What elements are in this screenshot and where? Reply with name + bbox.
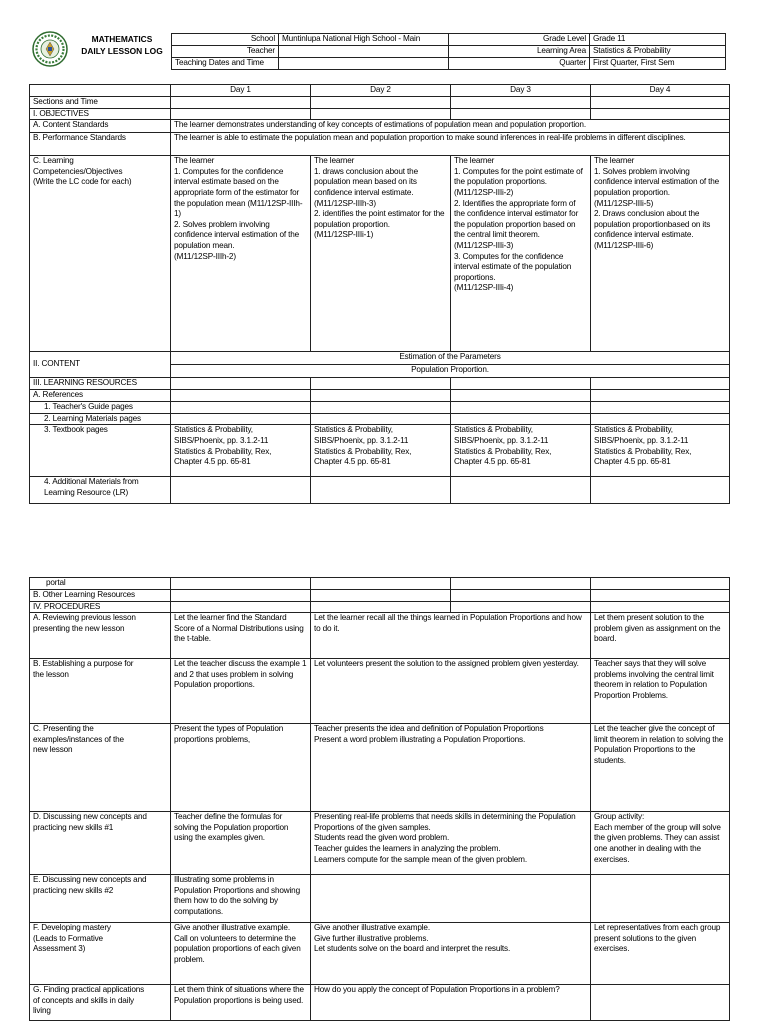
blank-cell <box>451 578 591 590</box>
competencies-day-3: The learner 1. Computes for the point estimate of the population proportions. (M11/12SP-IIIi-2) 2. Identifies the appropriate form of the confidence interval estimator for the population proportion based on the central limit theorem. (M11/12SP-IIIi-3) 3. Computes for the confidence interval estimate of the population proportions. (M11/12SP-IIIi-4) <box>451 156 591 352</box>
blank-cell <box>171 590 311 602</box>
blank-cell <box>311 378 451 390</box>
blank-cell <box>171 413 311 425</box>
blank-cell <box>311 601 451 613</box>
procedure-e-day-4 <box>591 875 730 923</box>
blank-cell <box>171 108 311 120</box>
lesson-plan-table-1 <box>29 84 730 504</box>
title-line-1: MATHEMATICS <box>91 34 153 44</box>
school-label: School <box>172 34 279 46</box>
procedure-d-day-1: Teacher define the formulas for solving the Population proportion using the examples given. <box>171 812 311 875</box>
procedure-b-label: B. Establishing a purpose for the lesson <box>30 659 171 724</box>
teaching-dates-value <box>279 58 449 70</box>
teacher-value <box>279 46 449 58</box>
lesson-plan-table-2 <box>29 577 730 1021</box>
procedure-c-day-4: Let the teacher give the concept of limit theorem in relation to solving the Population Proportions to the students. <box>591 724 730 812</box>
procedure-f-day-1: Give another illustrative example. Call on volunteers to determine the population proportions of each given problem. <box>171 923 311 985</box>
textbook-day-1: Statistics & Probability, SIBS/Phoenix, pp. 3.1.2-11 Statistics & Probability, Rex, Chapter 4.5 pp. 65-81 <box>171 425 311 477</box>
other-resources-label: B. Other Learning Resources <box>30 590 171 602</box>
blank-cell <box>311 389 451 401</box>
document-title <box>74 33 170 57</box>
blank-cell <box>591 590 730 602</box>
procedure-a-day-2-3: Let the learner recall all the things learned in Population Proportions and how to do it. <box>311 613 591 659</box>
teachers-guide-label: 1. Teacher's Guide pages <box>30 401 171 413</box>
blank-cell <box>451 477 591 504</box>
portal-label: portal <box>30 578 171 590</box>
procedure-g-day-4 <box>591 985 730 1021</box>
procedure-c-day-1: Present the types of Population proportions problems, <box>171 724 311 812</box>
blank-cell <box>451 413 591 425</box>
content-line-2: Population Proportion. <box>171 365 730 378</box>
blank-cell <box>591 601 730 613</box>
procedure-f-day-2-3: Give another illustrative example. Give further illustrative problems. Let students solve on the board and interpret the results. <box>311 923 591 985</box>
blank-cell <box>171 378 311 390</box>
teaching-dates-label: Teaching Dates and Time <box>172 58 279 70</box>
content-standards-text: The learner demonstrates understanding of key concepts of estimations of population mean and population proportion. <box>171 120 730 133</box>
school-seal-logo <box>32 31 68 67</box>
procedures-label: IV. PROCEDURES <box>30 601 171 613</box>
procedure-f-label: F. Developing mastery (Leads to Formative Assessment 3) <box>30 923 171 985</box>
objectives-label: I. OBJECTIVES <box>30 108 171 120</box>
learning-resources-label: III. LEARNING RESOURCES <box>30 378 171 390</box>
day-2-header: Day 2 <box>311 85 451 97</box>
grade-level-value: Grade 11 <box>590 34 726 46</box>
procedure-f-day-4: Let representatives from each group present solutions to the given exercises. <box>591 923 730 985</box>
school-value: Muntinlupa National High School - Main <box>279 34 449 46</box>
procedure-a-day-1: Let the learner find the Standard Score of a Normal Distributions using the t-table. <box>171 613 311 659</box>
blank-cell <box>171 97 311 109</box>
blank-cell <box>591 413 730 425</box>
procedure-e-label: E. Discussing new concepts and practicing new skills #2 <box>30 875 171 923</box>
teacher-label: Teacher <box>172 46 279 58</box>
blank-cell <box>311 477 451 504</box>
blank-cell <box>591 378 730 390</box>
blank-cell <box>171 578 311 590</box>
textbook-pages-label: 3. Textbook pages <box>30 425 171 477</box>
procedure-b-day-4: Teacher says that they will solve problems involving the central limit theorem in relation to Population Proportion Problems. <box>591 659 730 724</box>
blank-cell <box>591 401 730 413</box>
references-label: A. References <box>30 389 171 401</box>
textbook-day-4: Statistics & Probability, SIBS/Phoenix, pp. 3.1.2-11 Statistics & Probability, Rex, Chapter 4.5 pp. 65-81 <box>591 425 730 477</box>
content-label: II. CONTENT <box>30 352 171 378</box>
blank-cell <box>311 108 451 120</box>
learning-area-value: Statistics & Probability <box>590 46 726 58</box>
learning-materials-label: 2. Learning Materials pages <box>30 413 171 425</box>
blank-cell <box>30 85 171 97</box>
blank-cell <box>451 590 591 602</box>
procedure-e-day-1: Illustrating some problems in Population Proportions and showing them how to do the solving by computations. <box>171 875 311 923</box>
procedure-g-day-1: Let them think of situations where the Population proportions is being used. <box>171 985 311 1021</box>
performance-standards-text: The learner is able to estimate the population mean and population proportion to make sound inferences in real-life problems in different disciplines. <box>171 133 730 156</box>
blank-cell <box>311 401 451 413</box>
blank-cell <box>591 389 730 401</box>
procedure-g-day-2-3: How do you apply the concept of Population Proportions in a problem? <box>311 985 591 1021</box>
blank-cell <box>591 97 730 109</box>
blank-cell <box>591 477 730 504</box>
day-1-header: Day 1 <box>171 85 311 97</box>
blank-cell <box>171 477 311 504</box>
content-line-1: Estimation of the Parameters <box>171 352 730 365</box>
day-3-header: Day 3 <box>451 85 591 97</box>
textbook-day-3: Statistics & Probability, SIBS/Phoenix, pp. 3.1.2-11 Statistics & Probability, Rex, Chapter 4.5 pp. 65-81 <box>451 425 591 477</box>
quarter-value: First Quarter, First Sem <box>590 58 726 70</box>
blank-cell <box>591 108 730 120</box>
procedure-d-day-2-3: Presenting real-life problems that needs skills in determining the Population Proportions of the given samples. Students read the given word problem. Teacher guides the learners in analyzing the problem. Learners compute for the sample mean of the given problem. <box>311 812 591 875</box>
competencies-day-2: The learner 1. draws conclusion about the population mean based on its confidence interval estimate. (M11/12SP-IIIh-3) 2. identifies the point estimator for the population proportion. (M11/12SP-IIIi-1) <box>311 156 451 352</box>
procedure-c-day-2-3: Teacher presents the idea and definition of Population Proportions Present a word problem illustrating a Population Proportions. <box>311 724 591 812</box>
procedure-a-label: A. Reviewing previous lesson presenting the new lesson <box>30 613 171 659</box>
procedure-b-day-2-3: Let volunteers present the solution to the assigned problem given yesterday. <box>311 659 591 724</box>
procedure-d-label: D. Discussing new concepts and practicing new skills #1 <box>30 812 171 875</box>
blank-cell <box>451 389 591 401</box>
blank-cell <box>591 578 730 590</box>
procedure-g-label: G. Finding practical applications of concepts and skills in daily living <box>30 985 171 1021</box>
textbook-day-2: Statistics & Probability, SIBS/Phoenix, pp. 3.1.2-11 Statistics & Probability, Rex, Chapter 4.5 pp. 65-81 <box>311 425 451 477</box>
content-standards-label: A. Content Standards <box>30 120 171 133</box>
procedure-a-day-4: Let them present solution to the problem given as assignment on the board. <box>591 613 730 659</box>
performance-standards-label: B. Performance Standards <box>30 133 171 156</box>
header-info-table <box>171 33 726 70</box>
additional-materials-label: 4. Additional Materials from Learning Resource (LR) <box>30 477 171 504</box>
procedure-d-day-4: Group activity: Each member of the group will solve the given problems. They can assist one another in dealing with the exercises. <box>591 812 730 875</box>
blank-cell <box>311 97 451 109</box>
blank-cell <box>451 378 591 390</box>
competencies-label: C. Learning Competencies/Objectives (Write the LC code for each) <box>30 156 171 352</box>
blank-cell <box>171 389 311 401</box>
blank-cell <box>171 601 311 613</box>
procedure-b-day-1: Let the teacher discuss the example 1 and 2 that uses problem in solving Population proportions. <box>171 659 311 724</box>
title-line-2: DAILY LESSON LOG <box>81 46 163 56</box>
procedure-e-day-2-3 <box>311 875 591 923</box>
day-4-header: Day 4 <box>591 85 730 97</box>
grade-level-label: Grade Level <box>449 34 590 46</box>
learning-area-label: Learning Area <box>449 46 590 58</box>
blank-cell <box>311 590 451 602</box>
competencies-day-4: The learner 1. Solves problem involving confidence interval estimation of the population proportion. (M11/12SP-IIIi-5) 2. Draws conclusion about the population proportionbased on its confidence interval estimate. (M11/12SP-IIIi-6) <box>591 156 730 352</box>
blank-cell <box>171 401 311 413</box>
sections-time-label: Sections and Time <box>30 97 171 109</box>
blank-cell <box>451 108 591 120</box>
blank-cell <box>311 413 451 425</box>
blank-cell <box>451 601 591 613</box>
competencies-day-1: The learner 1. Computes for the confidence interval estimate based on the appropriate form of the estimator for the population mean (M11/12SP-IIIh-1) 2. Solves problem involving confidence interval estimation of the population mean. (M11/12SP-IIIh-2) <box>171 156 311 352</box>
procedure-c-label: C. Presenting the examples/instances of the new lesson <box>30 724 171 812</box>
blank-cell <box>311 578 451 590</box>
quarter-label: Quarter <box>449 58 590 70</box>
blank-cell <box>451 97 591 109</box>
blank-cell <box>451 401 591 413</box>
